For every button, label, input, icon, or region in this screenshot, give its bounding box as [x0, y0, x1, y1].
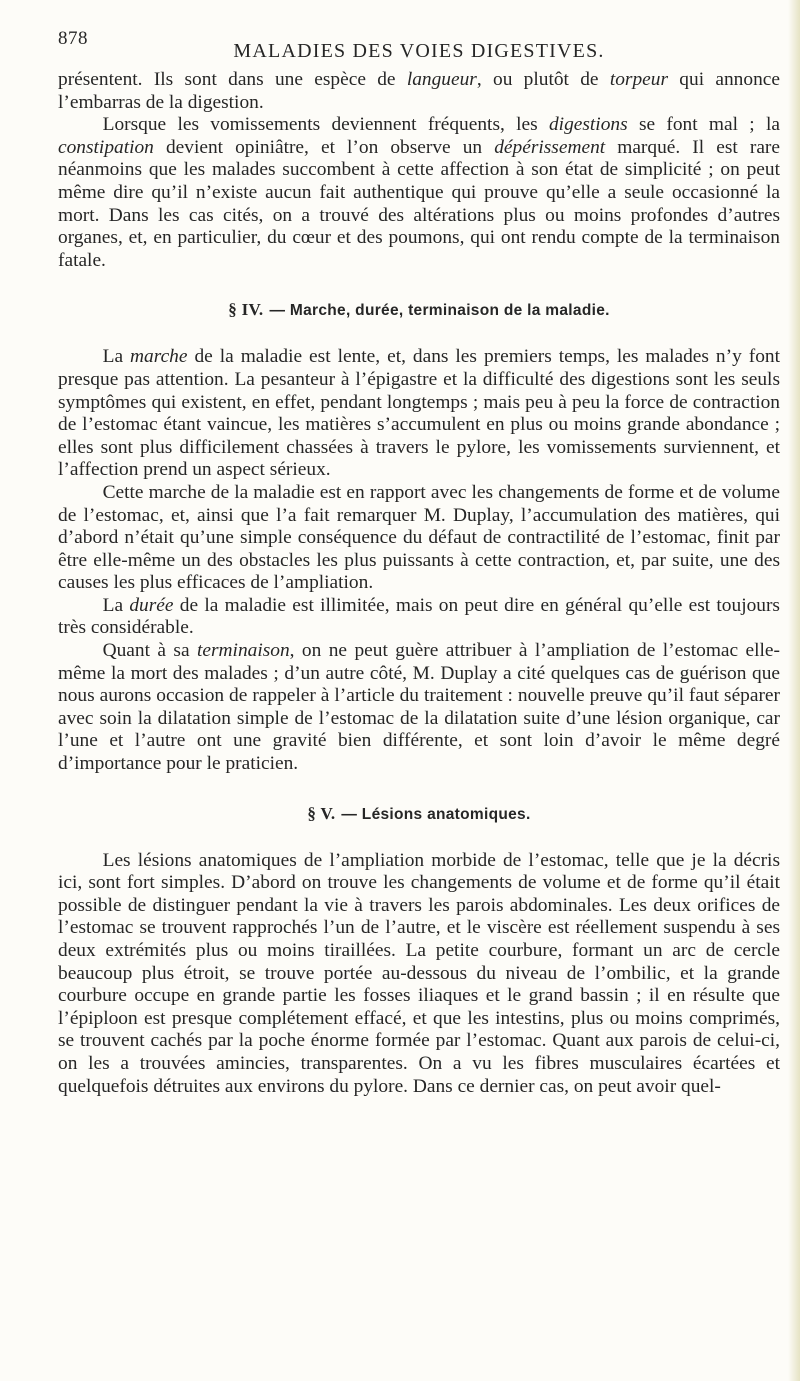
page-body [58, 69, 780, 1098]
text-run: , ou plutôt de [476, 69, 610, 90]
text-run: La [102, 346, 131, 368]
italic-term: marche [130, 346, 188, 368]
text-run: de la maladie est lente, et, dans les premiers temps, les malades n’y font presque pas attention. La pesanteur à l’épigastre et la difficulté des digestions sont les seuls symptômes qui existent, en effet, pendant longtemps ; mais peu à peu la force de contraction de l’estomac étant vaincue, les matières s’accumulent en plus ou moins grande abondance ; elles sont plus difficilement chassées à travers le pylore, les vomissements surviennent, et l’affection prend un aspect sérieux. [58, 346, 780, 481]
paragraph [58, 114, 780, 272]
section-title: — Lésions anatomiques. [341, 805, 531, 823]
text-run: de la maladie est illimitée, mais on peut dire en général qu’elle est toujours très considérable. [58, 594, 780, 639]
italic-term: dépérissement [494, 136, 606, 158]
section-heading [58, 300, 780, 320]
paragraph [58, 595, 780, 640]
paragraph [58, 69, 780, 114]
text-run: présentent. Ils sont dans une espèce de [58, 69, 407, 90]
text-run: Quant à sa [102, 640, 198, 662]
section-number: § IV. [228, 300, 264, 320]
paragraph [58, 346, 780, 482]
text-run: marqué. Il est rare néanmoins que les malades succombent à cette affection à son état de simplicité ; on peut même dire qu’il n’existe aucun fait authentique qui prouve qu’elle a seule occasionné la mort. Dans les cas cités, on a trouvé des altérations plus ou moins profondes d’autres organes, et, en particulier, du cœur et des poumons, qui ont rendu compte de la terminaison fatale. [58, 136, 780, 271]
page-number: 878 [58, 28, 88, 49]
italic-term: terminaison [197, 640, 290, 662]
paragraph [58, 640, 780, 776]
section-number: § V. [307, 803, 336, 823]
running-head: MALADIES DES VOIES DIGESTIVES. [233, 40, 605, 62]
section-heading [58, 804, 780, 824]
italic-term: digestions [548, 114, 628, 136]
section-title: — Marche, durée, terminaison de la maladie. [269, 302, 610, 320]
page-header [58, 22, 780, 62]
book-page [58, 22, 780, 1098]
text-run: La [102, 594, 130, 616]
paragraph [58, 850, 780, 1099]
italic-term: constipation [58, 136, 154, 158]
text-run: devient opiniâtre, et l’on observe un [153, 136, 495, 158]
text-run: Cette marche de la maladie est en rapport avec les changements de forme et de volume de l’estomac, et, ainsi que l’a fait remarquer M. Duplay, l’accumulation des matières, qui d’abord n’était qu’une simple conséquence du défaut de contractilité de l’estomac, finit par être elle-même un des obstacles les plus puissants à cette contraction, et, par suite, une des causes les plus efficaces de l’ampliation. [58, 481, 780, 594]
italic-term: langueur [406, 69, 477, 90]
text-run: se font mal ; la [627, 114, 780, 136]
italic-term: torpeur [609, 69, 669, 90]
paragraph [58, 482, 780, 595]
text-run: , on ne peut guère attribuer à l’ampliation de l’estomac elle-même la mort des malades ; d’un autre côté, M. Duplay a cité quelques cas de guérison que nous aurons occasion de rappeler à l’article du traitement : nouvelle preuve qu’il faut séparer avec soin la dilatation simple de l’estomac de la dilatation suite d’une lésion organique, car l’une et l’autre ont une gravité bien différente, et sont loin d’avoir le même degré d’importance pour le praticien. [58, 640, 780, 775]
text-run: Lorsque les vomissements deviennent fréquents, les [102, 114, 549, 136]
text-run: qui annonce l’embarras de la digestion. [58, 69, 780, 113]
text-run: Les lésions anatomiques de l’ampliation morbide de l’estomac, telle que je la décris ici, sont fort simples. D’abord on trouve les changements de volume et de forme qu’il était possible de distinguer pendant la vie à travers les parois abdominales. Les deux orifices de l’estomac se trouvent rapprochés l’un de l’autre, et le viscère est réellement suspendu à ses deux extrémités plus ou moins tiraillées. La petite courbure, formant un arc de cercle beaucoup plus étroit, se trouve portée au-dessous du niveau de l’ombilic, et la grande courbure occupe en grande partie les fosses iliaques et le grand bassin ; il en résulte que l’épiploon est presque complétement effacé, et que les intestins, plus ou moins comprimés, se trouvent cachés par la poche énorme formée par l’estomac. Quant aux parois de celui-ci, on les a trouvées amincies, transparentes. On a vu les fibres musculaires écartées et quelquefois détruites aux environs du pylore. Dans ce dernier cas, on peut avoir quel- [58, 849, 780, 1097]
italic-term: durée [129, 594, 174, 616]
page-edge-shadow [788, 0, 800, 1381]
